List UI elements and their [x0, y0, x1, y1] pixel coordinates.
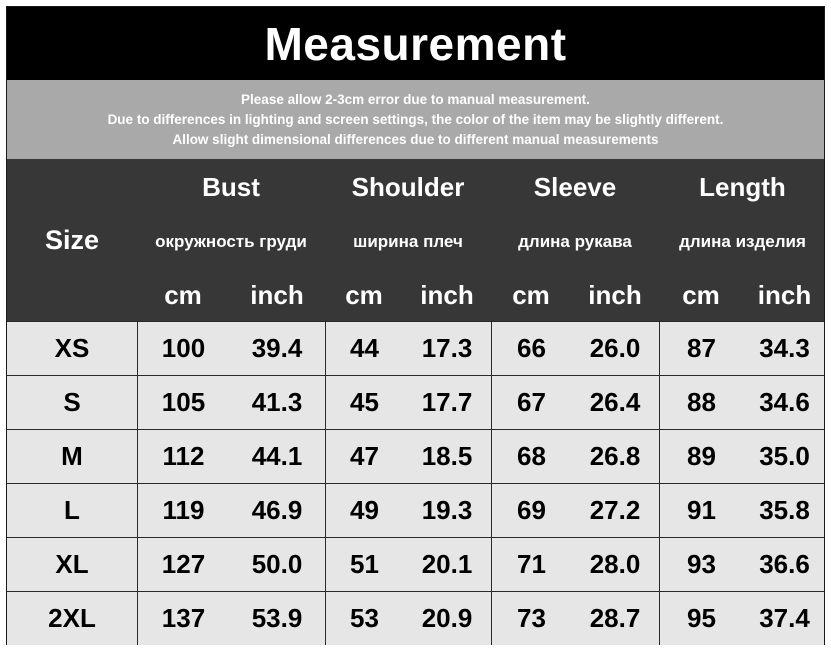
length-cm-cell: 95	[687, 603, 716, 633]
shoulder-cm-cell: 49	[350, 495, 379, 525]
length-cm-cell: 89	[687, 441, 716, 471]
shoulder-inch-cell: 17.3	[421, 333, 473, 363]
bust-inch-cell: 41.3	[251, 387, 303, 417]
length-inch-cell: 36.6	[759, 549, 810, 579]
length-cm-cell: 91	[687, 495, 716, 525]
sleeve-inch-header: inch	[588, 279, 642, 310]
table-header	[7, 159, 824, 321]
bust-inch-header: inch	[250, 279, 304, 310]
sleeve-header-ru: длина рукава	[518, 232, 632, 251]
bust-inch-cell: 53.9	[251, 603, 303, 633]
chart-title: Measurement	[7, 7, 824, 80]
length-inch-cell: 35.8	[759, 495, 810, 525]
shoulder-cm-cell: 44	[350, 333, 379, 363]
length-header: Length	[699, 171, 786, 202]
size-cell: M	[61, 441, 83, 471]
length-cm-cell: 88	[687, 387, 716, 417]
shoulder-inch-cell: 20.1	[421, 549, 473, 579]
shoulder-cm-cell: 47	[350, 441, 379, 471]
size-cell: S	[63, 387, 81, 417]
sleeve-inch-cell: 26.0	[589, 333, 641, 363]
sleeve-inch-cell: 28.7	[589, 603, 641, 633]
table-row	[7, 591, 824, 645]
size-rows	[7, 321, 824, 645]
bust-cm-cell: 137	[161, 603, 206, 633]
sleeve-inch-cell: 26.4	[589, 387, 641, 417]
length-cm-cell: 93	[687, 549, 716, 579]
notice-line-1: Please allow 2-3cm error due to manual measurement.	[241, 91, 590, 107]
sleeve-header: Sleeve	[533, 171, 617, 202]
size-cell: XS	[54, 333, 90, 363]
bust-inch-cell: 46.9	[251, 495, 303, 525]
length-cm-header: cm	[682, 279, 720, 310]
bust-cm-cell: 127	[161, 549, 206, 579]
sleeve-cm-cell: 73	[517, 603, 546, 633]
sleeve-cm-cell: 66	[517, 333, 546, 363]
notice-line-3: Allow slight dimensional differences due to different manual measurements	[172, 131, 659, 147]
table-row	[7, 483, 824, 537]
shoulder-cm-cell: 45	[350, 387, 379, 417]
shoulder-cm-cell: 53	[350, 603, 379, 633]
sleeve-cm-cell: 67	[517, 387, 546, 417]
bust-inch-cell: 39.4	[251, 333, 303, 363]
length-header-ru: длина изделия	[679, 232, 806, 251]
length-inch-cell: 35.0	[759, 441, 810, 471]
table-row	[7, 429, 824, 483]
bust-header: Bust	[202, 171, 260, 202]
shoulder-header: Shoulder	[351, 171, 465, 202]
bust-cm-header: cm	[164, 279, 202, 310]
size-cell: 2XL	[48, 603, 96, 633]
bust-inch-cell: 44.1	[251, 441, 303, 471]
length-cm-cell: 87	[687, 333, 716, 363]
sleeve-cm-header: cm	[512, 279, 550, 310]
sleeve-cm-cell: 68	[517, 441, 546, 471]
shoulder-inch-cell: 20.9	[421, 603, 473, 633]
bust-cm-cell: 112	[162, 441, 205, 471]
sleeve-cm-cell: 69	[517, 495, 546, 525]
table-row	[7, 537, 824, 591]
bust-header-ru: окружность груди	[155, 232, 307, 251]
shoulder-inch-cell: 18.5	[421, 441, 473, 471]
sleeve-inch-cell: 26.8	[589, 441, 641, 471]
table-row	[7, 321, 824, 375]
bust-cm-cell: 105	[161, 387, 206, 417]
length-inch-cell: 37.4	[759, 603, 810, 633]
size-column-header: Size	[44, 224, 100, 255]
shoulder-cm-cell: 51	[350, 549, 379, 579]
size-cell: L	[64, 495, 80, 525]
measurement-notice	[7, 80, 824, 159]
shoulder-inch-cell: 17.7	[421, 387, 473, 417]
bust-cm-cell: 119	[162, 495, 205, 525]
sleeve-inch-cell: 27.2	[589, 495, 641, 525]
size-cell: XL	[55, 549, 89, 579]
length-inch-header: inch	[757, 279, 812, 310]
shoulder-cm-header: cm	[345, 279, 383, 310]
shoulder-inch-cell: 19.3	[421, 495, 473, 525]
notice-line-2: Due to differences in lighting and screen settings, the color of the item may be slightly different.	[107, 111, 724, 127]
sleeve-inch-cell: 28.0	[589, 549, 641, 579]
bust-inch-cell: 50.0	[251, 549, 303, 579]
length-inch-cell: 34.6	[759, 387, 810, 417]
shoulder-inch-header: inch	[420, 279, 474, 310]
length-inch-cell: 34.3	[759, 333, 810, 363]
shoulder-header-ru: ширина плеч	[353, 232, 463, 251]
size-chart	[6, 6, 825, 645]
sleeve-cm-cell: 71	[517, 549, 546, 579]
bust-cm-cell: 100	[161, 333, 206, 363]
table-row	[7, 375, 824, 429]
